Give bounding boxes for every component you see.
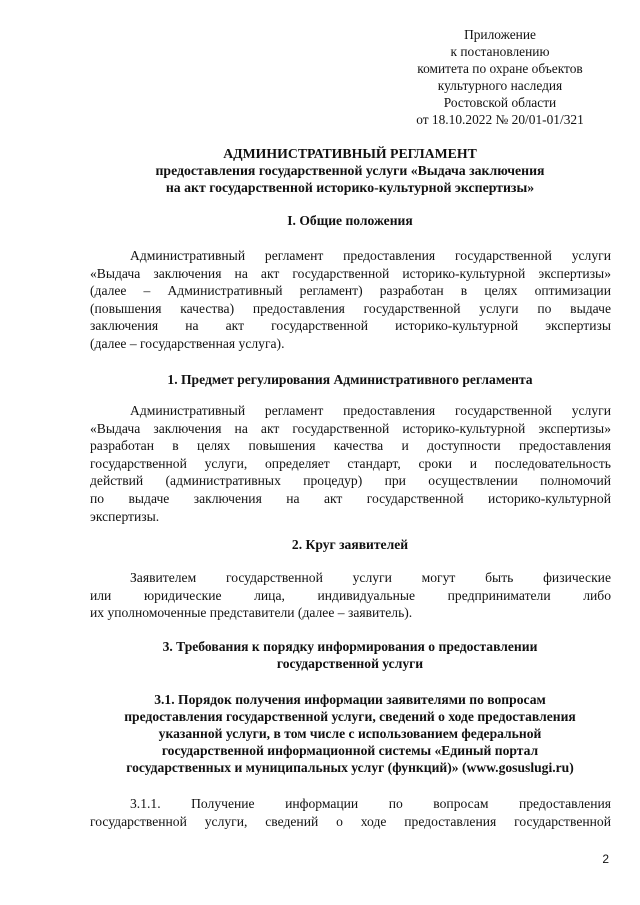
subsection-heading-text: государственной информационной системы «Единый портал [161, 743, 539, 758]
subsection-heading [90, 536, 610, 553]
paragraph [90, 402, 611, 525]
paragraph [90, 569, 611, 622]
paragraph [90, 247, 611, 353]
paragraph-line: или юридические лица, индивидуальные предприниматели либо [90, 587, 611, 603]
subsection-heading-text: указанной услуги, в том числе с использованием федеральной [158, 726, 542, 741]
paragraph-line: экспертизы. [90, 508, 160, 524]
paragraph-line: заключения на акт государственной историко-культурной экспертизы [90, 318, 611, 334]
paragraph-line: Административный регламент предоставления государственной услуги [130, 248, 611, 263]
appendix-line: к постановлению [450, 44, 550, 59]
paragraph-line: (далее – Административный регламент) разработан в целях оптимизации [90, 283, 611, 299]
paragraph-line: (далее – государственная услуга). [90, 335, 285, 351]
paragraph-line: Административный регламент предоставления государственной услуги [130, 403, 611, 418]
subsection-heading [90, 371, 610, 388]
title-subtitle: на акт государственной историко-культурной экспертизы» [165, 180, 535, 195]
title-subtitle: предоставления государственной услуги «Выдача заключения [155, 163, 545, 178]
paragraph-line: Заявителем государственной услуги могут быть физические [130, 570, 611, 585]
subsection-heading-text: 3.1. Порядок получения информации заявителями по вопросам [154, 692, 546, 707]
appendix-line: Ростовской области [443, 95, 557, 110]
appendix-line: культурного наследия [437, 78, 563, 93]
paragraph-line: государственной услуги, определяет стандарт, сроки и последовательность [90, 455, 611, 471]
subsection-heading [90, 691, 610, 776]
paragraph-line: по выдаче заключения на акт государственной историко-культурной [90, 490, 611, 506]
page-number: 2 [602, 852, 609, 866]
subsection-heading-text: государственной услуги [276, 656, 424, 671]
subsection-heading-text: предоставления государственной услуги, сведений о ходе предоставления [124, 709, 576, 724]
subsection-heading-text: 1. Предмет регулирования Административного регламента [167, 372, 533, 387]
paragraph [90, 795, 611, 830]
subsection-heading-text: 3. Требования к порядку информирования о предоставлении [162, 639, 538, 654]
subsection-heading [90, 638, 610, 672]
paragraph-line: 3.1.1. Получение информации по вопросам предоставления [130, 796, 611, 811]
paragraph-line: действий (административных процедур) при осуществлении полномочий [90, 473, 611, 489]
appendix-line: от 18.10.2022 № 20/01-01/321 [416, 112, 584, 127]
paragraph-line: «Выдача заключения на акт государственной историко-культурной экспертизы» [90, 265, 611, 281]
paragraph-line: их уполномоченные представители (далее – заявитель). [90, 605, 413, 621]
appendix-line: Приложение [464, 27, 536, 42]
subsection-heading-text: 2. Круг заявителей [291, 537, 409, 552]
paragraph-line: «Выдача заключения на акт государственной историко-культурной экспертизы» [90, 420, 611, 436]
document-title [90, 145, 610, 196]
appendix-line: комитета по охране объектов [417, 61, 583, 76]
subsection-heading-text: государственных и муниципальных услуг (функций)» (www.gosuslugi.ru) [126, 760, 574, 775]
appendix-block [400, 26, 600, 128]
section-heading-text: I. Общие положения [287, 213, 413, 228]
paragraph-line: (повышения качества) предоставления государственной услуги по выдаче [90, 300, 611, 316]
paragraph-line: государственной услуги, сведений о ходе предоставления государственной [90, 813, 611, 829]
section-heading [90, 212, 610, 229]
paragraph-line: разработан в целях повышения качества и доступности предоставления [90, 438, 611, 454]
title-main: АДМИНИСТРАТИВНЫЙ РЕГЛАМЕНТ [223, 146, 477, 161]
